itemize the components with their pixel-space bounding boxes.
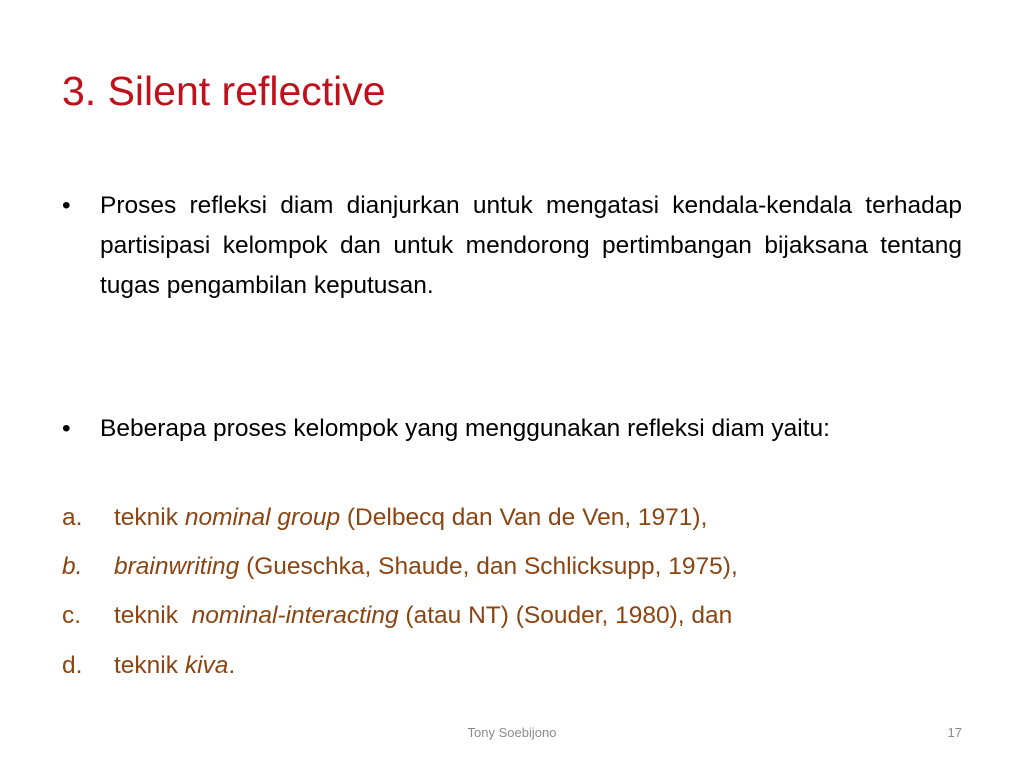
list-text: teknik kiva. bbox=[114, 652, 236, 679]
footer-author: Tony Soebijono bbox=[467, 725, 557, 740]
list-marker: b. bbox=[62, 553, 83, 580]
footer-page-number: 17 bbox=[947, 725, 962, 740]
list-text: brainwriting (Gueschka, Shaude, dan Schlicksupp, 1975), bbox=[114, 553, 738, 580]
list-text: teknik nominal group (Delbecq dan Van de Ven, 1971), bbox=[114, 504, 708, 531]
bullet-text: Beberapa proses kelompok yang menggunakan refleksi diam yaitu: bbox=[100, 415, 830, 442]
bullet-marker: • bbox=[62, 415, 71, 442]
list-text: teknik nominal-interacting (atau NT) (Souder, 1980), dan bbox=[114, 602, 733, 629]
list-marker: a. bbox=[62, 504, 83, 531]
slide-title: 3. Silent reflective bbox=[62, 68, 386, 114]
bullet-marker: • bbox=[62, 192, 71, 219]
bullet-item bbox=[62, 409, 962, 449]
bullet-text: Proses refleksi diam dianjurkan untuk mengatasi kendala-kendala terhadap partisipasi kelompok dan untuk mendorong pertimbangan bijaksana tentang tugas pengambilan keputusan. bbox=[100, 192, 962, 299]
list-marker: c. bbox=[62, 602, 82, 629]
bullet-item bbox=[62, 186, 962, 306]
list-marker: d. bbox=[62, 652, 83, 679]
